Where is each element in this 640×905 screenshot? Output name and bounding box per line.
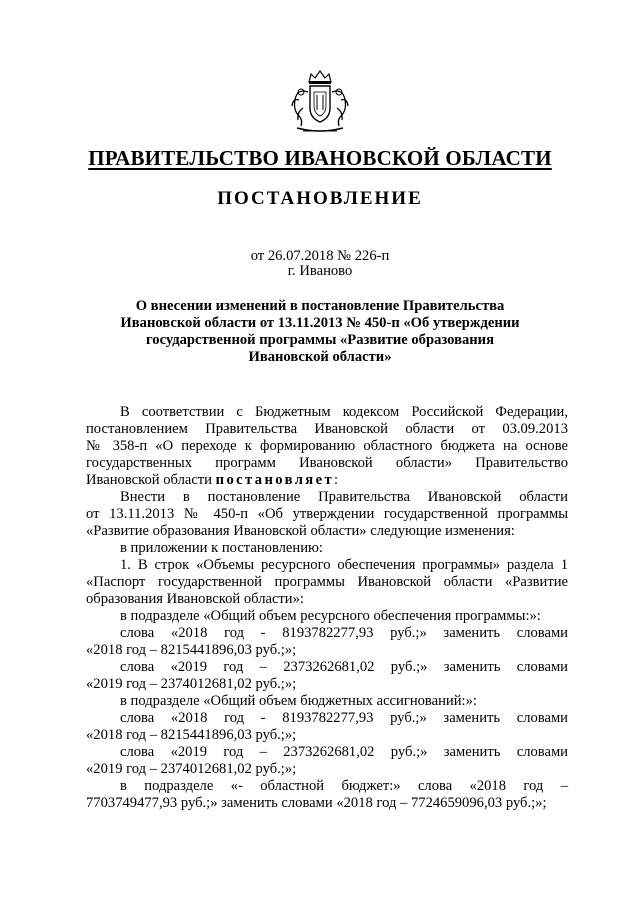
body-line: в подразделе «Общий объем бюджетных ассигнований:»:	[120, 693, 477, 709]
document-date-number: от 26.07.2018 № 226-п	[250, 248, 390, 264]
body-line: «2018 год – 8215441896,03 руб.;»;	[86, 642, 297, 658]
body-line: государственных программ Ивановской области» Правительство	[86, 455, 568, 471]
body-line: слова «2018 год - 8193782277,93 руб.;» заменить словами	[120, 710, 568, 726]
body-line: Внести в постановление Правительства Ивановской области	[120, 489, 568, 505]
body-line: 1. В строк «Объемы ресурсного обеспечения программы» раздела 1	[120, 557, 568, 573]
government-title: ПРАВИТЕЛЬСТВО ИВАНОВСКОЙ ОБЛАСТИ	[88, 146, 552, 170]
document-city: г. Иваново	[287, 263, 353, 279]
body-line: «2018 год – 8215441896,03 руб.;»;	[86, 727, 297, 743]
body-line: образования Ивановской области»:	[86, 591, 304, 607]
body-line: слова «2018 год - 8193782277,93 руб.;» заменить словами	[120, 625, 568, 641]
coat-of-arms-icon	[289, 68, 351, 138]
body-line: в подразделе «Общий объем ресурсного обеспечения программы:»:	[120, 608, 541, 624]
body-line: от 13.11.2013 № 450-п «Об утверждении государственной программы	[86, 506, 568, 522]
resolves-emphasis: постановляет	[215, 472, 335, 488]
document-type: ПОСТАНОВЛЕНИЕ	[217, 188, 423, 209]
document-title-line: Ивановской области от 13.11.2013 № 450-п «Об утверждении	[120, 315, 520, 331]
body-line: № 358-п «О переходе к формированию областного бюджета на основе	[86, 438, 568, 454]
body-line: слова «2019 год – 2373262681,02 руб.;» заменить словами	[120, 659, 568, 675]
body-text: Ивановской области	[86, 472, 216, 488]
body-line: «Паспорт государственной программы Ивановской области «Развитие	[86, 574, 568, 590]
body-line: в подразделе «- областной бюджет:» слова «2018 год –	[120, 778, 568, 794]
document-title-line: государственной программы «Развитие образования	[146, 332, 494, 348]
body-line: постановлением Правительства Ивановской области от 03.09.2013	[86, 421, 568, 437]
body-line: «2019 год – 2374012681,02 руб.;»;	[86, 761, 297, 777]
document-title-line: Ивановской области»	[248, 349, 392, 365]
body-line: «2019 год – 2374012681,02 руб.;»;	[86, 676, 297, 692]
body-line	[86, 472, 568, 489]
body-line: 7703749477,93 руб.;» заменить словами «2018 год – 7724659096,03 руб.;»;	[86, 795, 547, 811]
document-title-line: О внесении изменений в постановление Правительства	[135, 298, 505, 314]
body-line: в приложении к постановлению:	[120, 540, 323, 556]
body-line: слова «2019 год – 2373262681,02 руб.;» заменить словами	[120, 744, 568, 760]
body-text: :	[334, 472, 339, 488]
body-line: «Развитие образования Ивановской области» следующие изменения:	[86, 523, 515, 539]
body-line: В соответствии с Бюджетным кодексом Российской Федерации,	[120, 404, 568, 420]
